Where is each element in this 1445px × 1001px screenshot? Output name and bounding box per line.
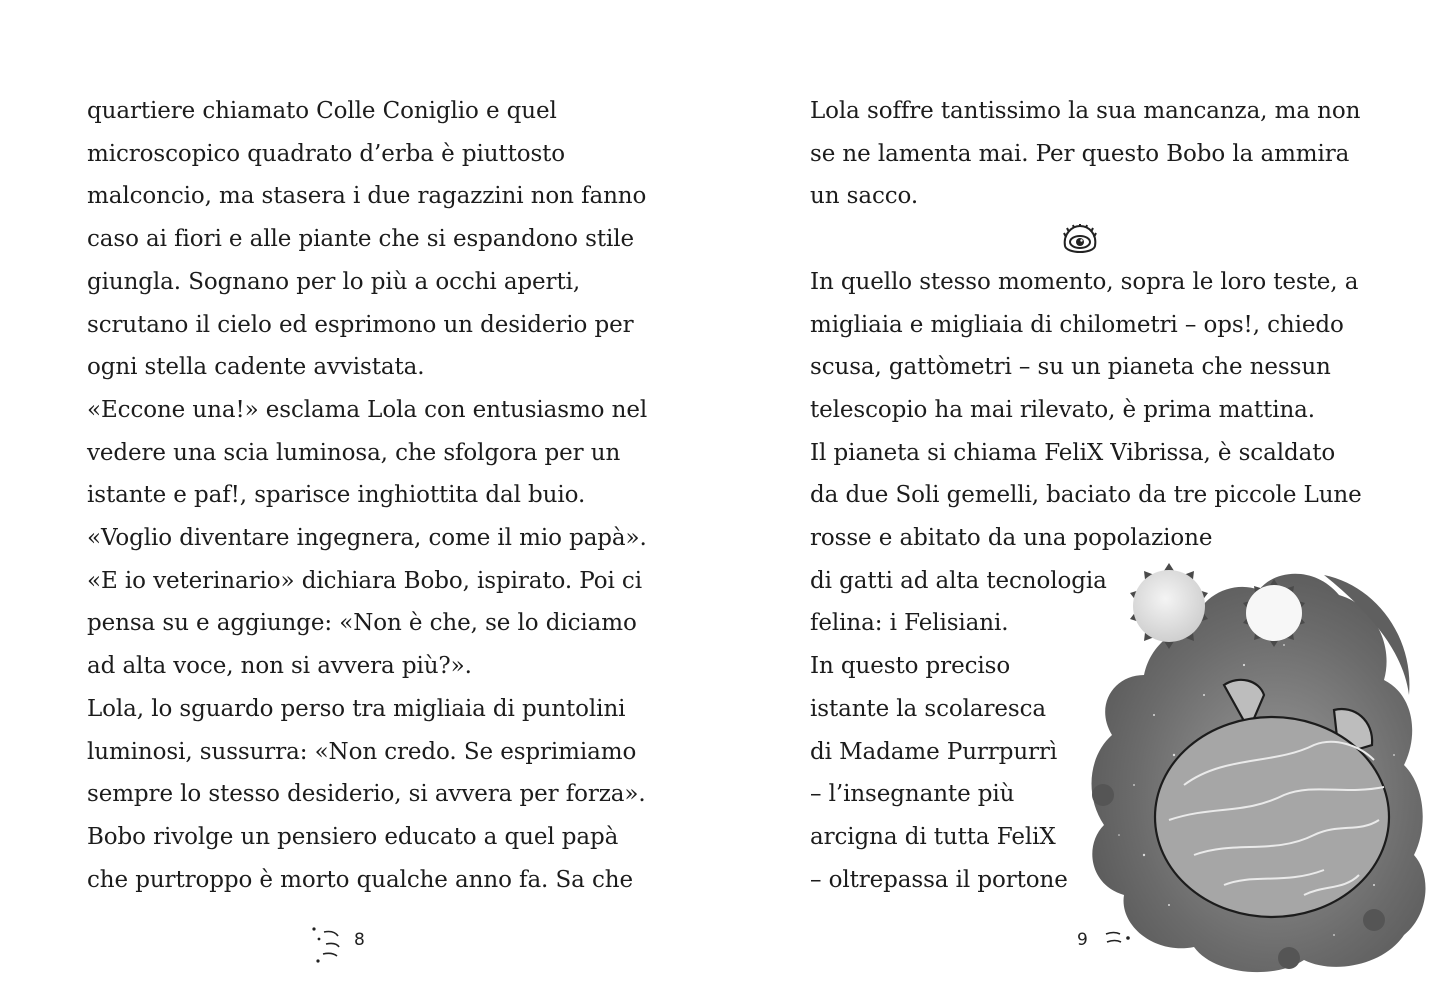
text-line: da due Soli gemelli, baciato da tre piccole Lune [810,482,1362,509]
text-line: istante e paf!, sparisce inghiottita dal buio. [87,482,586,509]
page-number-right: 9 [1077,930,1088,950]
text-line: Lola, lo sguardo perso tra migliaia di puntolini [87,695,626,722]
moon [1092,784,1114,806]
text-line: «Voglio diventare ingegnera, come il mio papà». [87,525,647,552]
cat-eye-icon [1060,224,1100,258]
text-line: arcigna di tutta FeliX [810,823,1056,850]
left-page [0,0,722,1001]
text-line: felina: i Felisiani. [810,610,1009,637]
text-line: sempre lo stesso desiderio, si avvera per forza». [87,781,646,808]
text-line: caso ai fiori e alle piante che si espandono stile [87,226,635,253]
text-line: scrutano il cielo ed esprimono un desiderio per [87,311,634,338]
text-line: vedere una scia luminosa, che sfolgora per un [87,439,621,466]
folio-star-ornament-icon [310,926,344,966]
text-line: «Eccone una!» esclama Lola con entusiasmo nel [87,396,648,423]
text-line: – l’insegnante più [810,781,1015,808]
text-line: ogni stella cadente avvistata. [87,354,425,381]
text-line: ad alta voce, non si avvera più?». [87,653,472,680]
page-number-left: 8 [354,930,365,950]
text-line: microscopico quadrato d’erba è piuttosto [87,140,566,167]
text-line: telescopio ha mai rilevato, è prima mattina. [810,396,1315,423]
text-line: migliaia e migliaia di chilometri – ops!, chiedo [810,311,1344,338]
text-line: se ne lamenta mai. Per questo Bobo la ammira [810,140,1350,167]
text-line: luminosi, sussurra: «Non credo. Se esprimiamo [87,738,637,765]
text-line: giungla. Sognano per lo più a occhi aperti, [87,268,581,295]
text-line: scusa, gattòmetri – su un pianeta che nessun [810,354,1331,381]
text-line: In questo preciso [810,653,1011,680]
text-line: «E io veterinario» dichiara Bobo, ispirato. Poi ci [87,567,642,594]
text-line: Lola soffre tantissimo la sua mancanza, ma non [810,98,1361,124]
text-line: In quello stesso momento, sopra le loro teste, a [810,268,1359,295]
planet-with-two-suns-illustration [1074,555,1434,985]
text-line: pensa su e aggiunge: «Non è che, se lo diciamo [87,610,637,637]
text-line: un sacco. [810,183,919,210]
text-line: quartiere chiamato Colle Coniglio e quel [87,98,557,124]
left-page-text [87,90,677,901]
moon [1278,947,1300,969]
text-line: Bobo rivolge un pensiero educato a quel papà [87,823,619,850]
moon [1363,909,1385,931]
text-line: istante la scolaresca [810,695,1046,722]
text-line: di gatti ad alta tecnologia [810,567,1107,594]
text-line: – oltrepassa il portone [810,866,1068,893]
folio-star-ornament-icon [1104,926,1134,950]
text-line: malconcio, ma stasera i due ragazzini non fanno [87,183,647,210]
text-line: rosse e abitato da una popolazione [810,525,1213,552]
section-separator [810,218,1410,261]
right-page [722,0,1445,1001]
text-line: che purtroppo è morto qualche anno fa. Sa che [87,866,633,893]
text-line: di Madame Purrpurrì [810,738,1058,765]
text-line: Il pianeta si chiama FeliX Vibrissa, è scaldato [810,439,1336,466]
